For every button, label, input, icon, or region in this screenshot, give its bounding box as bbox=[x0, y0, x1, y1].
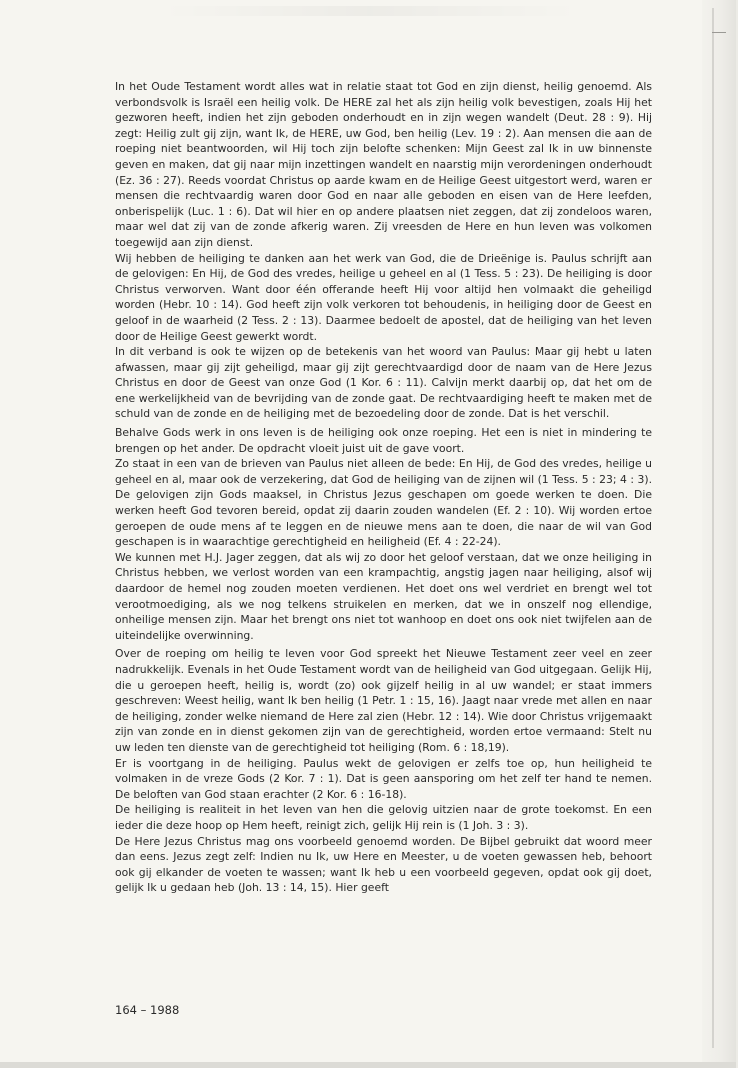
paragraph-10: De Here Jezus Christus mag ons voorbeeld genoemd worden. De Bijbel gebruikt dat woord meer dan eens. Jezus zegt zelf: Indien nu Ik, uw Here en Meester, u de voeten gewassen heb, behoort ook gij elkander de voeten te wassen; want Ik heb u een voorbeeld gegeven, opdat ook gij doet, gelijk Ik u gedaan heb (Joh. 13 : 14, 15). Hier geeft bbox=[115, 834, 652, 895]
paragraph-5: Zo staat in een van de brieven van Paulus niet alleen de bede: En Hij, de God des vredes, heilige u geheel en al, maar ook de verzekering, dat God de heiliging van de zijnen wil (1 Tess. 5 : 23; 4 : 3). De gelovigen zijn Gods maaksel, in Christus Jezus geschapen om goede werken te doen. Die werken heeft God tevoren bereid, opdat zij daarin zouden wandelen (Ef. 2 : 10). Wij worden ertoe geroepen de oude mens af te leggen en de nieuwe mens aan te doen, die naar de wil van God geschapen is in waarachtige gerechtigheid en heiligheid (Ef. 4 : 22-24). bbox=[115, 457, 652, 549]
show-through-shadow bbox=[160, 6, 580, 16]
page-number: 164 – 1988 bbox=[115, 1003, 180, 1017]
body-text bbox=[115, 79, 652, 896]
spine-tick-mark bbox=[712, 32, 726, 33]
paragraph-4: Behalve Gods werk in ons leven is de heiliging ook onze roeping. Het een is niet in mindering te brengen op het ander. De opdracht vloeit juist uit de gave voort. bbox=[115, 426, 652, 455]
paragraph-3: In dit verband is ook te wijzen op de betekenis van het woord van Paulus: Maar gij hebt u laten afwassen, maar gij zijt geheiligd, maar gij zijt gerechtvaardigd door de naam van de Here Jezus Christus en door de Geest van onze God (1 Kor. 6 : 11). Calvijn merkt daarbij op, dat het om de ene werkelijkheid van de bevrijding van de zonde gaat. De rechtvaardiging heeft te maken met de schuld van de zonde en de heiliging met de bezoedeling door de zonde. Dat is het verschil. bbox=[115, 345, 652, 421]
paragraph-7: Over de roeping om heilig te leven voor God spreekt het Nieuwe Testament zeer veel en zeer nadrukkelijk. Evenals in het Oude Testament wordt van de heiligheid van God uitgegaan. Gelijk Hij, die u geroepen heeft, heilig is, wordt (zo) ook gijzelf heilig in al uw wandel; er staat immers geschreven: Weest heilig, want Ik ben heilig (1 Petr. 1 : 15, 16). Jaagt naar vrede met allen en naar de heiliging, zonder welke niemand de Here zal zien (Hebr. 12 : 14). Wie door Christus vrijgemaakt zijn van zonde en in dienst gekomen zijn van de gerechtigheid, worden ertoe vermaand: Stelt nu uw leden ten dienste van de gerechtigheid tot heiliging (Rom. 6 : 18,19). bbox=[115, 647, 652, 754]
paragraph-2: Wij hebben de heiliging te danken aan het werk van God, die de Drieënige is. Paulus schrijft aan de gelovigen: En Hij, de God des vredes, heilige u geheel en al (1 Tess. 5 : 23). De heiliging is door Christus verworven. Want door één offerande heeft Hij voor altijd hen volmaakt die geheiligd worden (Hebr. 10 : 14). God heeft zijn volk verkoren tot behoudenis, in heiliging door de Geest en geloof in de waarheid (2 Tess. 2 : 13). Daarmee bedoelt de apostel, dat de heiliging van het leven door de Heilige Geest gewerkt wordt. bbox=[115, 251, 652, 343]
paragraph-6: We kunnen met H.J. Jager zeggen, dat als wij zo door het geloof verstaan, dat we onze heiliging in Christus hebben, we verlost worden van een krampachtig, angstig jagen naar heiliging, alsof wij daardoor de hemel nog zouden moeten verdienen. Het doet ons wel verdriet en brengt wel tot verootmoediging, als we nog telkens struikelen en merken, dat we in onszelf nog ellendige, onheilige mensen zijn. Maar het brengt ons niet tot wanhoop en doet ons ook niet twijfelen aan de uiteindelijke overwinning. bbox=[115, 550, 652, 642]
paragraph-8: Er is voortgang in de heiliging. Paulus wekt de gelovigen er zelfs toe op, hun heiligheid te volmaken in de vreze Gods (2 Kor. 7 : 1). Dat is geen aansporing om het zelf ter hand te nemen. De beloften van God staan erachter (2 Kor. 6 : 16-18). bbox=[115, 756, 652, 801]
bottom-edge bbox=[0, 1062, 736, 1068]
page-spine-edge bbox=[702, 0, 736, 1068]
spine-fold-line bbox=[712, 8, 714, 1048]
paragraph-1: In het Oude Testament wordt alles wat in relatie staat tot God en zijn dienst, heilig genoemd. Als verbondsvolk is Israël een heilig volk. De HERE zal het als zijn heilig volk bevestigen, zoals Hij het gezworen heeft, indien het zijn geboden onderhoudt en in zijn wegen wandelt (Deut. 28 : 9). Hij zegt: Heilig zult gij zijn, want Ik, de HERE, uw God, ben heilig (Lev. 19 : 2). Aan mensen die aan de roeping niet beantwoorden, wil Hij toch zijn belofte schenken: Mijn Geest zal Ik in uw binnenste geven en maken, dat gij naar mijn inzettingen wandelt en naarstig mijn verordeningen onderhoudt (Ez. 36 : 27). Reeds voordat Christus op aarde kwam en de Heilige Geest uitgestort werd, waren er mensen die rechtvaardig waren door God en naar alle geboden en eisen van de Here leefden, onberispelijk (Luc. 1 : 6). Dat wil hier en op andere plaatsen niet zeggen, dat zij zondeloos waren, maar wel dat zij van de zonde afkerig waren. Zij vreesden de Here en hun leven was volkomen toegewijd aan zijn dienst. bbox=[115, 80, 652, 249]
paragraph-9: De heiliging is realiteit in het leven van hen die gelovig uitzien naar de grote toekomst. En een ieder die deze hoop op Hem heeft, reinigt zich, gelijk Hij rein is (1 Joh. 3 : 3). bbox=[115, 803, 652, 832]
